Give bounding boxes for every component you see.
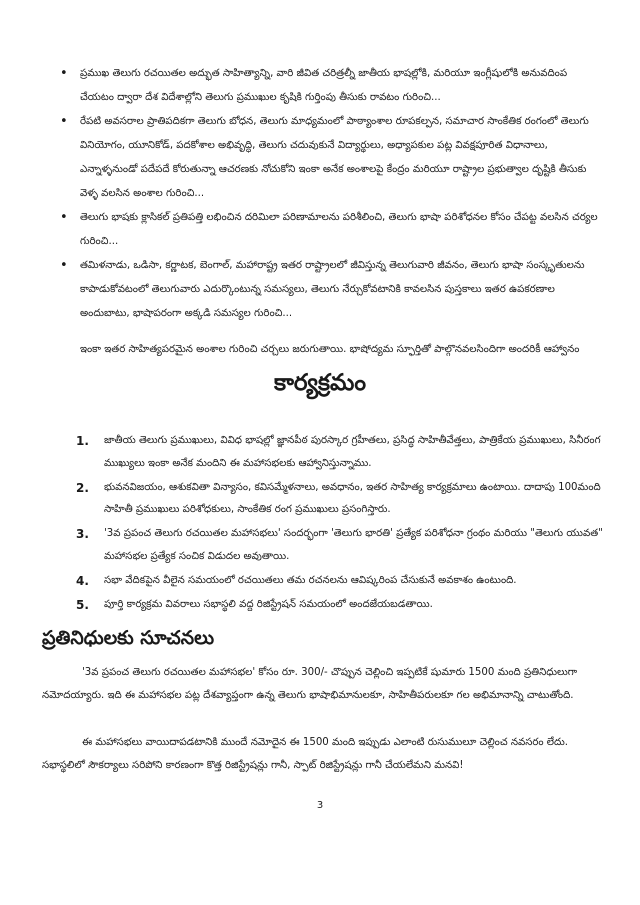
list-item: 5. పూర్తి కార్యక్రమ వివరాలు సభాస్థలి వద్ద రిజిస్ట్రేషన్ సమయంలో అందజేయబడతాయి.: [76, 597, 433, 612]
list-item: • తెలుగు భాషకు క్లాసికల్ ప్రతిపత్తి లభించిన దరిమిలా పరిణామాలను పరిశీలించి, తెలుగు భాషా పరిశోధనల కోసం చేపట్ట వలసిన చర్యల గురించి...: [60, 206, 600, 254]
delegates-paragraph: ఈ మహాసభలు వాయిదాపడటానికి ముందే నమోదైన ఈ 1500 మంది ఇప్పుడు ఎలాంటి రుసుములూ చెల్లించ నవసరం లేదు. సభాస్థలిలో సౌకర్యాలు సరిపోని కారణంగా కొత్త రిజిస్ట్రేషన్లు గానీ, స్పాట్ రిజిస్ట్రేషన్లు గానీ చేయలేమని మనవి!: [42, 737, 568, 771]
delegates-heading: ప్రతినిధులకు సూచనలు: [42, 627, 215, 649]
bullet-icon: •: [60, 210, 68, 225]
list-item: 1. జాతీయ తెలుగు ప్రముఖులు, వివిధ భాషల్లో జ్ఞానపీఠ పురస్కార గ్రహీతలు, ప్రసిద్ధ సాహితీవేత్తలు, పాత్రికేయ ప్రముఖులు, సినీరంగ ముఖ్యులు ఇంకా అనేక మందిని ఈ మహాసభలకు ఆహ్వానిస్తున్నాము.: [76, 434, 601, 469]
bullet-icon: •: [60, 258, 68, 273]
bullet-icon: •: [60, 114, 68, 129]
list-item: • ప్రముఖ తెలుగు రచయితల అద్భుత సాహిత్యాన్ని, వారి జీవిత చరిత్రల్నీ జాతీయ భాషల్లోకి, మరియూ ఇంగ్లీషులోకి అనువదింప చేయటం ద్వారా దేశ విదేశాల్లోని తెలుగు ప్రముఖుల కృషికి గుర్తింపు తీసుకు రావటం గురించి...: [60, 62, 600, 110]
page-number: 3: [316, 800, 324, 811]
list-item: 2. భువనవిజయం, ఆశుకవితా విన్యాసం, కవిసమ్మేళనాలు, అవధానం, ఇతర సాహిత్య కార్యక్రమాలు ఉంటాయి. దాదాపు 100మంది సాహితీ ప్రముఖులు పరిశోధకులు, సాంకేతిక రంగ ప్రముఖులు ప్రసంగిస్తారు.: [76, 480, 601, 515]
bullet-icon: •: [60, 66, 68, 81]
list-item: • రేపటి అవసరాల ప్రాతిపదికగా తెలుగు బోధన, తెలుగు మాధ్యమంలో పాఠ్యాంశాల రూపకల్పన, సమాచార సాంకేతిక రంగంలో తెలుగు వినియోగం, యూనికోడ్, పదకోశాల అభివృద్ధి, తెలుగు చదువుకునే విద్యార్థులు, అధ్యాపకుల పట్ల వివక్షపూరిత విధానాలు, ఎన్నాళ్ళనుండో పదేపదే కోరుతున్నా ఆచరణకు నోచుకోని ఇంకా అనేక అంశాలపై కేంద్రం మరియూ రాష్ట్రాల ప్రభుత్వాల దృష్టికి తీసుకు వెళ్ళ వలసిన అంశాల గురించి...: [60, 110, 600, 206]
list-item: 4. సభా వేదికపైన వీలైన సమయంలో రచయితలు తమ రచనలను ఆవిష్కరింప చేసుకునే అవకాశం ఉంటుంది.: [76, 573, 517, 588]
programme-list: [76, 430, 604, 618]
delegates-paragraph: '3వ ప్రపంచ తెలుగు రచయితల మహాసభల' కోసం రూ. 300/- చొప్పున చెల్లించి ఇప్పటికే షుమారు 1500 మంది ప్రతినిధులుగా నమోదయ్యారు. ఇది ఈ మహాసభల పట్ల దేశవ్యాప్తంగా ఉన్న తెలుగు భాషాభిమానులకూ, సాహితీపరులకూ గల అభిమానాన్ని చాటుతోంది.: [42, 667, 578, 701]
programme-heading: కార్యక్రమం: [273, 370, 367, 396]
invitation-line: ఇంకా ఇతర సాహిత్యపరమైన అంశాల గురించి చర్చలు జరుగుతాయి. భాషోద్యమ స్ఫూర్తితో పాల్గొనవలసిందిగా అందరికీ ఆహ్వానం: [80, 344, 580, 355]
list-item: • తమిళనాడు, ఒడిసా, కర్ణాటక, బెంగాల్, మహారాష్ట్ర ఇతర రాష్ట్రాలలో జీవిస్తున్న తెలుగువారి జీవనం, తెలుగు భాషా సంస్కృతులను కాపాడుకోవటంలో తెలుగువారు ఎదుర్కొంటున్న సమస్యలు, తెలుగు నేర్చుకోవటానికి కావలసిన పుస్తకాలు ఇతర ఉపకరణాల అందుబాటు, భాషాపరంగా అక్కడి సమస్యల గురించి...: [60, 254, 600, 326]
topic-bullet-list: [60, 62, 600, 326]
list-item: 3. '3వ ప్రపంచ తెలుగు రచయితల మహాసభలు' సందర్భంగా 'తెలుగు భారతి' ప్రత్యేక పరిశోధనా గ్రంథం మరియు "తెలుగు యువత" మహాసభల ప్రత్యేక సంచిక విడుదల అవుతాయి.: [76, 527, 603, 562]
